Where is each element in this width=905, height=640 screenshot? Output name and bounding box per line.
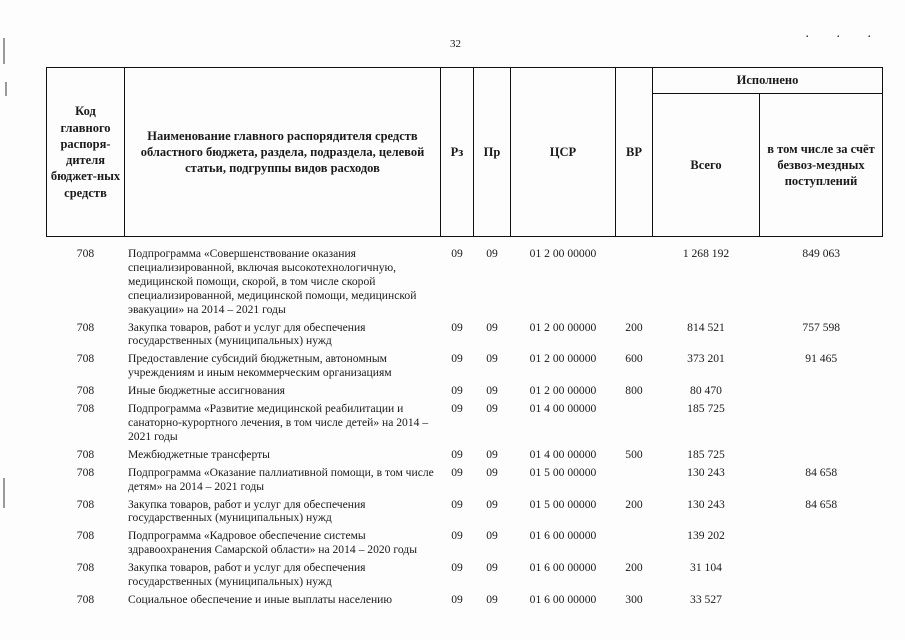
- row-free: 757 598: [802, 320, 841, 334]
- header-name: Наименование главного распорядителя средств областного бюджета, раздела, подраздела, целевой статьи, подгруппы видов расходов: [125, 68, 441, 237]
- row-pr: 09: [486, 529, 498, 543]
- table-row: [47, 528, 883, 560]
- row-name: Подпрограмма «Оказание паллиативной помощи, в том числе детям» на 2014 – 2021 годы: [128, 465, 434, 493]
- row-code: 708: [76, 320, 95, 334]
- row-pr: 09: [486, 384, 498, 398]
- row-free: 84 658: [805, 497, 838, 511]
- scan-dots: . . .: [805, 26, 883, 41]
- row-rz: 09: [451, 384, 463, 398]
- scan-artifact: [3, 478, 5, 508]
- row-name: Подпрограмма «Развитие медицинской реабилитации и санаторно-курортного лечения, в том числе детей» на 2014 – 2021 годы: [128, 402, 429, 443]
- row-csr: 01 6 00 00000: [529, 529, 597, 543]
- table-row: [47, 592, 883, 610]
- row-free: [760, 401, 883, 447]
- row-rz: 09: [451, 447, 463, 461]
- row-vr: 800: [625, 384, 643, 398]
- row-code: 708: [76, 384, 95, 398]
- row-pr: 09: [486, 561, 498, 575]
- row-csr: 01 5 00 00000: [529, 465, 597, 479]
- table-body: [47, 237, 883, 610]
- table-row: [47, 383, 883, 401]
- row-vr: 300: [625, 592, 643, 606]
- row-free: 84 658: [805, 465, 838, 479]
- row-name: Подпрограмма «Совершенствование оказания специализированной, включая высокотехнологичную, медицинской помощи, скорой, в том числе скорой специализированной, медицинской помощи, медицинской эвакуации» на 2014 – 2021 годы: [128, 247, 417, 316]
- header-executed: Исполнено: [653, 68, 883, 94]
- row-total: 1 268 192: [682, 247, 730, 260]
- row-code: 708: [76, 465, 95, 479]
- row-name: Подпрограмма «Кадровое обеспечение системы здравоохранения Самарской области» на 2014 – 2020 годы: [128, 529, 417, 557]
- row-total: 185 725: [687, 402, 725, 416]
- row-code: 708: [76, 561, 95, 575]
- row-total: 130 243: [687, 465, 725, 479]
- table-row: [47, 401, 883, 447]
- row-vr: [616, 246, 653, 320]
- row-vr: [616, 401, 653, 447]
- row-rz: 09: [451, 402, 463, 416]
- row-total: 80 470: [690, 384, 722, 398]
- row-name: Закупка товаров, работ и услуг для обеспечения государственных (муниципальных) нужд: [128, 561, 366, 589]
- row-pr: 09: [486, 592, 498, 606]
- table-row: [47, 465, 883, 497]
- row-code: 708: [76, 529, 95, 543]
- row-total: 814 521: [687, 320, 725, 334]
- header-pr: Пр: [474, 68, 511, 237]
- row-pr: 09: [486, 497, 498, 511]
- row-rz: 09: [451, 465, 463, 479]
- row-rz: 09: [451, 320, 463, 334]
- row-name: Социальное обеспечение и иные выплаты населению: [128, 592, 393, 606]
- row-vr: 600: [625, 352, 643, 366]
- row-pr: 09: [486, 447, 498, 461]
- budget-table: [46, 67, 883, 610]
- row-code: 708: [76, 497, 95, 511]
- row-code: 708: [76, 247, 95, 260]
- row-vr: 500: [625, 447, 643, 461]
- row-csr: 01 4 00 00000: [529, 447, 597, 461]
- row-total: 185 725: [687, 447, 725, 461]
- row-rz: 09: [451, 592, 463, 606]
- header-rz: Рз: [441, 68, 474, 237]
- row-free: [760, 560, 883, 592]
- row-vr: 200: [625, 320, 643, 334]
- row-pr: 09: [486, 402, 498, 416]
- header-csr: ЦСР: [511, 68, 616, 237]
- row-pr: 09: [486, 352, 498, 366]
- row-code: 708: [76, 402, 95, 416]
- row-total: 130 243: [687, 497, 725, 511]
- row-rz: 09: [451, 529, 463, 543]
- table-row: [47, 497, 883, 529]
- row-code: 708: [76, 592, 95, 606]
- table-row: [47, 351, 883, 383]
- row-csr: 01 2 00 00000: [529, 320, 597, 334]
- scan-artifact: [5, 82, 7, 96]
- row-name: Предоставление субсидий бюджетным, автономным учреждениям и иным некоммерческим организациям: [128, 352, 392, 380]
- header-vr: ВР: [616, 68, 653, 237]
- row-name: Иные бюджетные ассигнования: [128, 384, 285, 398]
- row-pr: 09: [486, 247, 498, 260]
- row-free: [760, 383, 883, 401]
- table-row: [47, 320, 883, 352]
- row-csr: 01 2 00 00000: [529, 384, 597, 398]
- row-pr: 09: [486, 320, 498, 334]
- row-vr: [616, 465, 653, 497]
- row-vr: 200: [625, 561, 643, 575]
- row-total: 139 202: [687, 529, 725, 543]
- row-code: 708: [76, 352, 95, 366]
- row-csr: 01 5 00 00000: [529, 497, 597, 511]
- row-free: 91 465: [805, 352, 838, 366]
- header-free: в том числе за счёт безвоз-мездных поступлений: [760, 94, 883, 237]
- row-vr: 200: [625, 497, 643, 511]
- row-rz: 09: [451, 247, 463, 260]
- row-total: 33 527: [690, 592, 722, 606]
- row-total: 373 201: [687, 352, 725, 366]
- row-free: 849 063: [802, 247, 841, 260]
- row-rz: 09: [451, 352, 463, 366]
- row-name: Межбюджетные трансферты: [128, 447, 270, 461]
- row-rz: 09: [451, 497, 463, 511]
- row-pr: 09: [486, 465, 498, 479]
- row-free: [760, 592, 883, 610]
- row-total: 31 104: [690, 561, 722, 575]
- table-row: [47, 447, 883, 465]
- header-total: Всего: [653, 94, 760, 237]
- table-row: [47, 560, 883, 592]
- row-name: Закупка товаров, работ и услуг для обеспечения государственных (муниципальных) нужд: [128, 320, 366, 348]
- row-free: [760, 447, 883, 465]
- row-csr: 01 4 00 00000: [529, 402, 597, 416]
- row-csr: 01 2 00 00000: [529, 352, 597, 366]
- row-name: Закупка товаров, работ и услуг для обеспечения государственных (муниципальных) нужд: [128, 497, 366, 525]
- row-rz: 09: [451, 561, 463, 575]
- row-csr: 01 2 00 00000: [529, 247, 597, 260]
- row-code: 708: [76, 447, 95, 461]
- row-csr: 01 6 00 00000: [529, 561, 597, 575]
- row-csr: 01 6 00 00000: [529, 592, 597, 606]
- page-number: 32: [450, 38, 461, 50]
- header-code: Код главного распоря-дителя бюджет-ных средств: [47, 68, 125, 237]
- table-row: [47, 246, 883, 320]
- scan-artifact: [3, 38, 5, 64]
- row-vr: [616, 528, 653, 560]
- row-free: [760, 528, 883, 560]
